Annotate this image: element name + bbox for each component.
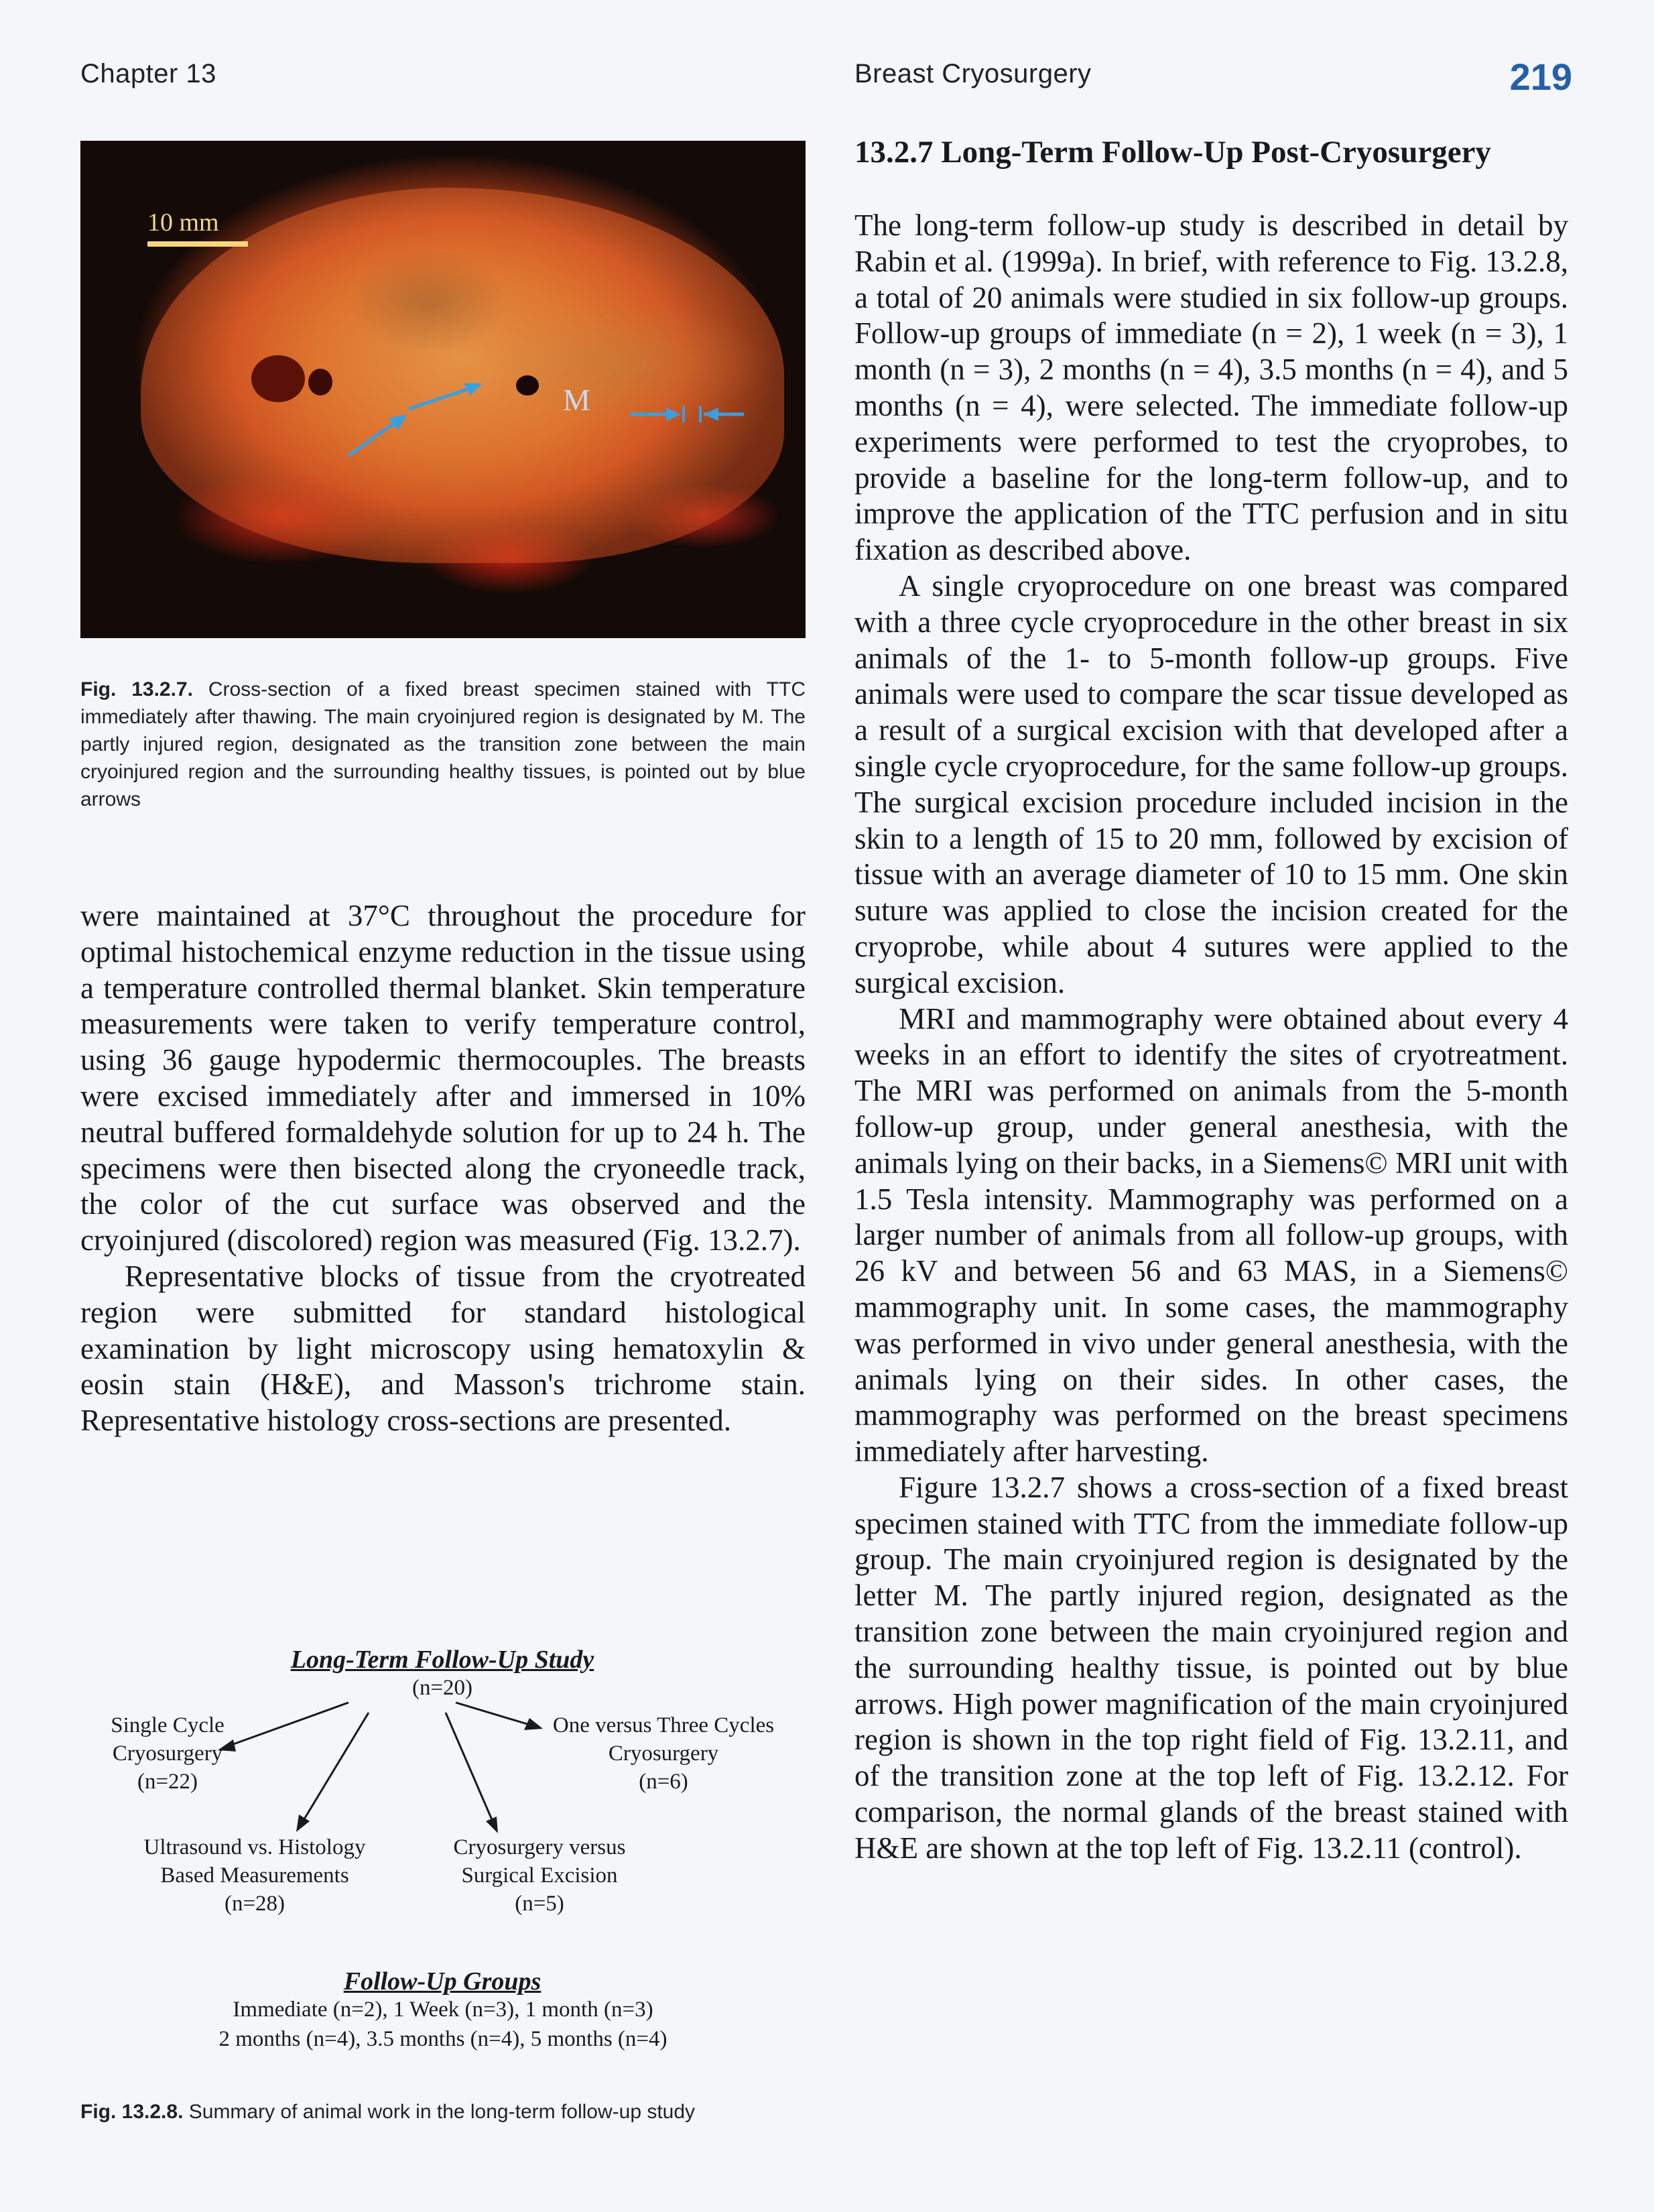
node-line: (n=6) — [639, 1770, 688, 1794]
node-line: Cryosurgery — [112, 1741, 223, 1766]
node-line: One versus Three Cycles — [552, 1713, 775, 1737]
diagram-title: Long-Term Follow-Up Study — [290, 1646, 594, 1674]
node-line: Based Measurements — [160, 1863, 349, 1888]
follow-up-groups-line: Immediate (n=2), 1 Week (n=3), 1 month (n=3) — [233, 1998, 653, 2022]
paragraph: Figure 13.2.7 shows a cross-section of a fixed breast specimen stained with TTC from the immediate follow-up group. The main cryoinjured region is designated by the letter M. The partly injured region, designated as the transition zone between the main cryoinjured region and the surrounding healthy tissue, is pointed out by blue arrows. High power magnification of the main cryoinjured region is shown in the top right field of Fig. 13.2.11, and of the transition zone at the top left of Fig. 13.2.12. For comparison, the normal glands of the breast stained with H&E are shown at the top left of Fig. 13.2.11 (control). — [854, 1470, 1568, 1865]
section-heading: 13.2.7 Long-Term Follow-Up Post-Cryosurgery — [854, 135, 1491, 170]
caption-text: Cross-section of a fixed breast specimen stained with TTC immediately after thawing. The main cryoinjured region is designated by M. The partly injured region, designated as the transition zone between the main cryoinjured region and the surrounding healthy tissues, is pointed out by blue arrows — [80, 678, 806, 810]
node-line: Cryosurgery — [608, 1741, 719, 1766]
diagram-title-n: (n=20) — [411, 1676, 473, 1700]
figure-13-2-8-caption — [80, 2098, 818, 2126]
figure-13-2-7-caption — [80, 676, 806, 813]
node-line: Single Cycle — [111, 1713, 225, 1737]
scale-bar-label: 10 mm — [147, 208, 219, 237]
figure-13-2-8-diagram — [80, 1646, 806, 2088]
node-line: (n=28) — [224, 1892, 285, 1916]
paragraph: The long-term follow-up study is described in detail by Rabin et al. (1999a). In brief, with reference to Fig. 13.2.8, a total of 20 animals were studied in six follow-up groups. Follow-up groups of immediate (n = 2), 1 week (n = 3), 1 month (n = 3), 2 months (n = 4), 3.5 months (n = 4), and 5 months (n = 4), were selected. The immediate follow-up experiments were performed to test the cryoprobes, to provide a baseline for the long-term follow-up, and to improve the application of the TTC perfusion and in situ fixation as described above. — [854, 208, 1568, 567]
right-column-text — [854, 208, 1568, 1867]
paragraph: were maintained at 37°C throughout the procedure for optimal histochemical enzyme reduction in the tissue using a temperature controlled thermal blanket. Skin temperature measurements were taken to verify temperature control, using 36 gauge hypodermic thermocouples. The breasts were excised immediately after and immersed in 10% neutral buffered formaldehyde solution for up to 24 h. The specimens were then bisected along the cryoneedle track, the color of the cut surface was observed and the cryoinjured (discolored) region was measured (Fig. 13.2.7). — [80, 899, 806, 1257]
node-line: Surgical Excision — [461, 1863, 618, 1888]
transition-zone-arrows — [80, 141, 806, 638]
running-header-chapter: Chapter 13 — [80, 59, 216, 88]
follow-up-groups-line: 2 months (n=4), 3.5 months (n=4), 5 months (n=4) — [218, 2027, 667, 2051]
node-line: Ultrasound vs. Histology — [143, 1835, 366, 1859]
region-m-label: M — [563, 383, 590, 417]
paragraph: Representative blocks of tissue from the cryotreated region were submitted for standard histological examination by light microscopy using hematoxylin & eosin stain (H&E), and Masson's trichrome stain. Representative histology cross-sections are presented. — [80, 1259, 806, 1438]
node-line: (n=5) — [515, 1892, 564, 1916]
running-header-title: Breast Cryosurgery — [854, 59, 1092, 88]
caption-label: Fig. 13.2.8. — [80, 2101, 184, 2123]
diagram-arrows — [80, 1646, 806, 1847]
paragraph: A single cryoprocedure on one breast was compared with a three cycle cryoprocedure in the other breast in six animals of the 1- to 5-month follow-up groups. Five animals were used to compare the scar tissue developed as a result of a surgical excision with that developed after a single cycle cryoprocedure, for the same follow-up groups. The surgical excision procedure included incision in the skin to a length of 15 to 20 mm, followed by excision of tissue with an average diameter of 10 to 15 mm. One skin suture was applied to close the incision created for the cryoprobe, while about 4 sutures were applied to the surgical excision. — [854, 568, 1568, 999]
figure-13-2-7-photo — [80, 141, 806, 638]
left-column-text — [80, 898, 806, 1439]
paragraph: MRI and mammography were obtained about every 4 weeks in an effort to identify the sites of cryotreatment. The MRI was performed on animals from the 5-month follow-up group, under general anesthesia, with the animals lying on their backs, in a Siemens© MRI unit with 1.5 Tesla intensity. Mammography was performed on a larger number of animals from all follow-up groups, with 26 kV and between 56 and 63 MAS, in a Siemens© mammography unit. In some cases, the mammography was performed in vivo under general anesthesia, with the animals lying on their sides. In other cases, the mammography was performed on the breast specimens immediately after harvesting. — [854, 1001, 1568, 1469]
page-number: 219 — [1509, 56, 1572, 98]
caption-label: Fig. 13.2.7. — [80, 678, 193, 700]
caption-text: Summary of animal work in the long-term follow-up study — [188, 2101, 696, 2123]
follow-up-groups-title: Follow-Up Groups — [343, 1967, 542, 1995]
node-line: (n=22) — [137, 1770, 198, 1794]
node-line: Cryosurgery versus — [453, 1835, 626, 1859]
